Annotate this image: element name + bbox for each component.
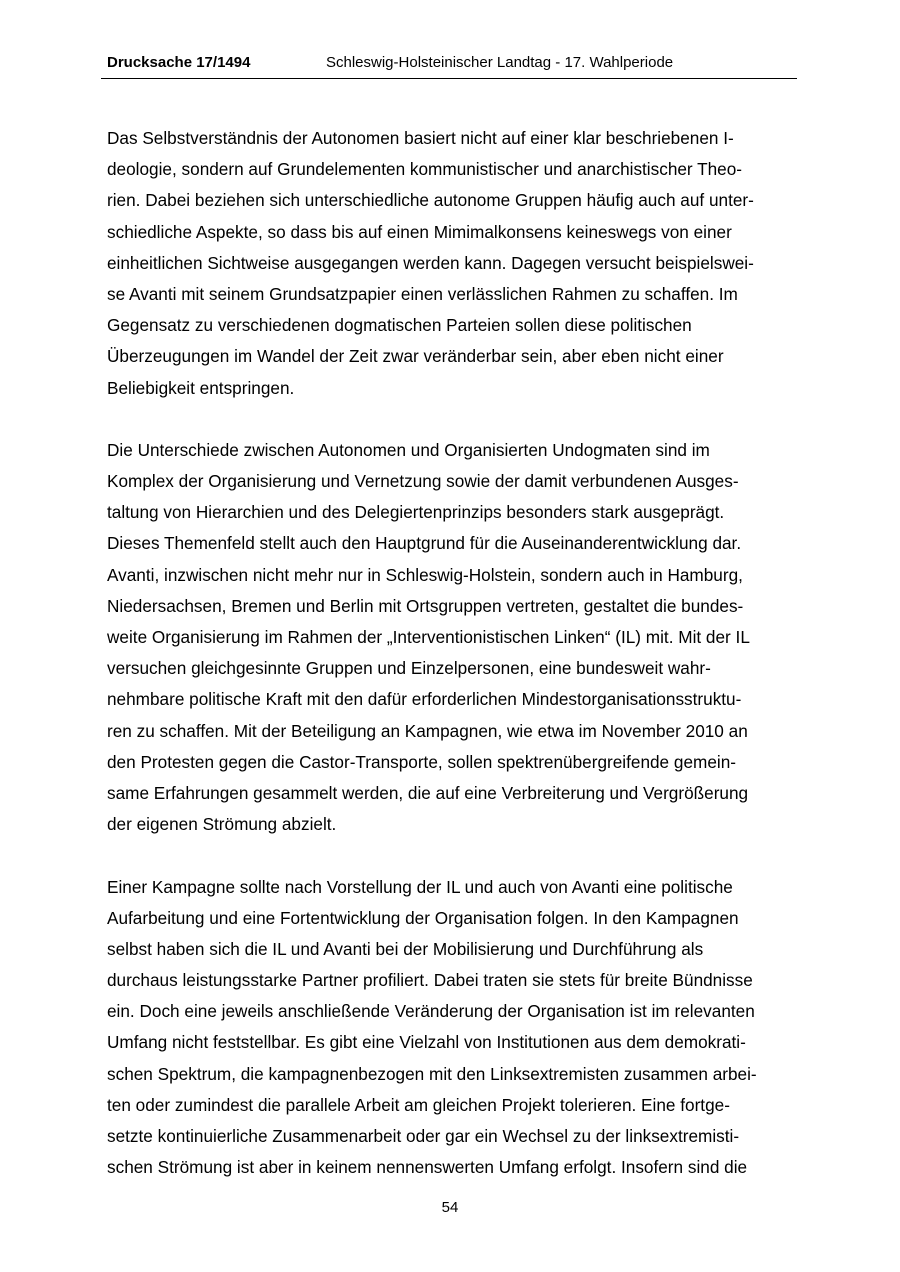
text-line: durchaus leistungsstarke Partner profiliert. Dabei traten sie stets für breite Bündnisse — [107, 970, 753, 991]
page-number: 54 — [441, 1199, 459, 1216]
text-line: einheitlichen Sichtweise ausgegangen werden kann. Dagegen versucht beispielswei- — [107, 252, 754, 273]
text-line: nehmbare politische Kraft mit den dafür erforderlichen Mindestorganisationsstruktu- — [107, 689, 742, 710]
text-line: versuchen gleichgesinnte Gruppen und Einzelpersonen, eine bundesweit wahr- — [107, 658, 711, 679]
text-line: Überzeugungen im Wandel der Zeit zwar veränderbar sein, aber eben nicht einer — [107, 346, 724, 367]
document-number: Drucksache 17/1494 — [107, 54, 251, 71]
text-line: Das Selbstverständnis der Autonomen basiert nicht auf einer klar beschriebenen I- — [107, 128, 734, 148]
text-line: schen Strömung ist aber in keinem nennenswerten Umfang erfolgt. Insofern sind die — [107, 1157, 748, 1178]
text-line: der eigenen Strömung abzielt. — [107, 814, 337, 835]
text-line: ein. Doch eine jeweils anschließende Veränderung der Organisation ist im relevanten — [107, 1001, 755, 1022]
text-line: schen Spektrum, die kampagnenbezogen mit den Linksextremisten zusammen arbei- — [107, 1063, 757, 1084]
paragraph-3 — [107, 872, 797, 1184]
text-line: setzte kontinuierliche Zusammenarbeit oder gar ein Wechsel zu der linksextremisti- — [107, 1126, 740, 1146]
text-line: se Avanti mit seinem Grundsatzpapier einen verlässlichen Rahmen zu schaffen. Im — [107, 283, 738, 304]
text-line: ten oder zumindest die parallele Arbeit am gleichen Projekt tolerieren. Eine fortge- — [107, 1094, 730, 1115]
text-line: Komplex der Organisierung und Vernetzung sowie der damit verbundenen Ausges- — [107, 471, 739, 492]
text-line: Die Unterschiede zwischen Autonomen und Organisierten Undogmaten sind im — [107, 439, 710, 460]
paragraph-1 — [107, 123, 797, 404]
text-line: schiedliche Aspekte, so dass bis auf einen Mimimalkonsens keineswegs von einer — [107, 221, 732, 242]
text-line: Aufarbeitung und eine Fortentwicklung der Organisation folgen. In den Kampagnen — [107, 907, 739, 928]
text-line: Umfang nicht feststellbar. Es gibt eine Vielzahl von Institutionen aus dem demokrati- — [107, 1032, 746, 1053]
text-line: same Erfahrungen gesammelt werden, die auf eine Verbreiterung und Vergrößerung — [107, 782, 749, 803]
text-line: rien. Dabei beziehen sich unterschiedliche autonome Gruppen häufig auch auf unter- — [107, 190, 754, 211]
header-title: Schleswig-Holsteinischer Landtag - 17. Wahlperiode — [326, 54, 674, 71]
paragraph-spacer — [107, 840, 797, 871]
text-line: Niedersachsen, Bremen und Berlin mit Ortsgruppen vertreten, gestaltet die bundes- — [107, 595, 744, 616]
paragraph-2 — [107, 435, 797, 840]
body-text — [107, 123, 797, 1183]
text-line: Einer Kampagne sollte nach Vorstellung der IL und auch von Avanti eine politische — [107, 876, 733, 897]
text-line: deologie, sondern auf Grundelementen kommunistischer und anarchistischer Theo- — [107, 159, 743, 180]
text-line: Avanti, inzwischen nicht mehr nur in Schleswig-Holstein, sondern auch in Hamburg, — [107, 564, 743, 585]
text-line: den Protesten gegen die Castor-Transporte, sollen spektrenübergreifende gemein- — [107, 751, 736, 772]
text-line: selbst haben sich die IL und Avanti bei der Mobilisierung und Durchführung als — [107, 938, 704, 959]
text-line: taltung von Hierarchien und des Delegiertenprinzips besonders stark ausgeprägt. — [107, 502, 725, 523]
text-line: Dieses Themenfeld stellt auch den Hauptgrund für die Auseinanderentwicklung dar. — [107, 533, 742, 554]
text-line: Gegensatz zu verschiedenen dogmatischen Parteien sollen diese politischen — [107, 315, 692, 336]
text-line: ren zu schaffen. Mit der Beteiligung an Kampagnen, wie etwa im November 2010 an — [107, 720, 748, 741]
paragraph-spacer — [107, 404, 797, 435]
page-header — [101, 52, 797, 79]
text-line: Beliebigkeit entspringen. — [107, 377, 295, 398]
text-line: weite Organisierung im Rahmen der „Interventionistischen Linken“ (IL) mit. Mit der IL — [107, 627, 750, 647]
